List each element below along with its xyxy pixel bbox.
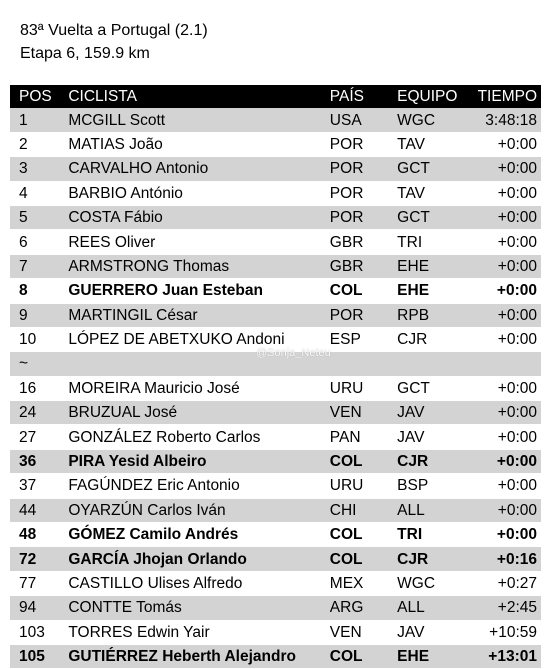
race-title: 83ª Vuelta a Portugal (2.1) [20,22,208,39]
cell-pos: 1 [10,108,68,132]
cell-rider: ARMSTRONG Thomas [68,254,329,278]
cell-team [394,352,466,376]
cell-rider: MARTINGIL César [68,303,329,327]
cell-pos: 16 [10,376,68,400]
cell-pos: 44 [10,498,68,522]
cell-pos: 24 [10,401,68,425]
cell-pos: 37 [10,474,68,498]
table-header-row [10,85,541,108]
cell-country: COL [330,644,394,668]
cell-country: VEN [330,401,394,425]
cell-country: VEN [330,620,394,644]
cell-time: +0:00 [467,376,541,400]
cell-pos: 5 [10,205,68,229]
cell-team: BSP [394,474,466,498]
cell-time: +0:27 [467,571,541,595]
cell-pos: 3 [10,157,68,181]
header-rider: CICLISTA [68,85,329,108]
cell-rider: OYARZÚN Carlos Iván [68,498,329,522]
table-row [10,644,541,668]
cell-team: CJR [394,449,466,473]
cell-time: 3:48:18 [467,108,541,132]
cell-country: PAN [330,425,394,449]
table-row [10,620,541,644]
header-time: TIEMPO [467,85,541,108]
cell-country: COL [330,547,394,571]
cell-team: EHE [394,644,466,668]
cell-country: USA [330,108,394,132]
cell-team: JAV [394,425,466,449]
cell-team: GCT [394,157,466,181]
cell-pos: 48 [10,523,68,547]
cell-time: +0:00 [467,157,541,181]
cell-team: CJR [394,547,466,571]
cell-rider: GARCÍA Jhojan Orlando [68,547,329,571]
cell-country: COL [330,523,394,547]
cell-pos: 2 [10,132,68,156]
cell-rider: FAGÚNDEZ Eric Antonio [68,474,329,498]
cell-team: WGC [394,571,466,595]
cell-time: +0:00 [467,401,541,425]
table-row [10,547,541,571]
cell-country: POR [330,132,394,156]
cell-country: POR [330,181,394,205]
cell-rider: PIRA Yesid Albeiro [68,449,329,473]
cell-rider: GUTIÉRREZ Heberth Alejandro [68,644,329,668]
cell-time: +0:00 [467,474,541,498]
cell-rider: GUERRERO Juan Esteban [68,279,329,303]
cell-team: GCT [394,205,466,229]
cell-time: +0:00 [467,425,541,449]
cell-pos: 94 [10,596,68,620]
header-pos: POS [10,85,68,108]
cell-country: GBR [330,230,394,254]
cell-team: RPB [394,303,466,327]
table-row [10,449,541,473]
cell-team: JAV [394,620,466,644]
cell-country: URU [330,376,394,400]
cell-rider: GONZÁLEZ Roberto Carlos [68,425,329,449]
table-row [10,571,541,595]
cell-rider: COSTA Fábio [68,205,329,229]
cell-pos: 36 [10,449,68,473]
cell-time: +0:00 [467,205,541,229]
table-row [10,205,541,229]
cell-team: WGC [394,108,466,132]
cell-pos: 8 [10,279,68,303]
table-row [10,596,541,620]
watermark: @Sonja_Neteu [256,347,331,359]
cell-time: +0:00 [467,254,541,278]
cell-time: +2:45 [467,596,541,620]
cell-country: GBR [330,254,394,278]
table-row [10,181,541,205]
cell-pos: 27 [10,425,68,449]
cell-team: TRI [394,230,466,254]
cell-rider: BARBIO António [68,181,329,205]
cell-country: ESP [330,327,394,351]
cell-rider: GÓMEZ Camilo Andrés [68,523,329,547]
cell-pos: 77 [10,571,68,595]
cell-rider: LÓPEZ DE ABETXUKO Andoni [68,327,329,351]
results-table [10,85,541,669]
cell-time: +0:16 [467,547,541,571]
table-row [10,401,541,425]
cell-country: POR [330,157,394,181]
cell-team: CJR [394,327,466,351]
cell-rider: MCGILL Scott [68,108,329,132]
cell-time [467,352,541,376]
cell-rider: CONTTE Tomás [68,596,329,620]
cell-pos: 4 [10,181,68,205]
cell-time: +0:00 [467,132,541,156]
cell-time: +0:00 [467,498,541,522]
page-title [20,19,208,65]
cell-rider: MATIAS João [68,132,329,156]
cell-country: COL [330,449,394,473]
table-row [10,303,541,327]
cell-country: ARG [330,596,394,620]
cell-time: +0:00 [467,230,541,254]
cell-time: +0:00 [467,279,541,303]
cell-country: CHI [330,498,394,522]
cell-team: TAV [394,132,466,156]
cell-country: POR [330,303,394,327]
cell-team: JAV [394,401,466,425]
cell-team: TAV [394,181,466,205]
cell-country: URU [330,474,394,498]
cell-rider: CASTILLO Ulises Alfredo [68,571,329,595]
stage-subtitle: Etapa 6, 159.9 km [20,45,150,62]
table-row [10,157,541,181]
cell-pos: 6 [10,230,68,254]
cell-time: +10:59 [467,620,541,644]
cell-rider: BRUZUAL José [68,401,329,425]
cell-team: TRI [394,523,466,547]
cell-country: COL [330,279,394,303]
header-team: EQUIPO [394,85,466,108]
cell-pos: 10 [10,327,68,351]
cell-team: GCT [394,376,466,400]
cell-rider: CARVALHO Antonio [68,157,329,181]
cell-team: EHE [394,254,466,278]
cell-time: +0:00 [467,181,541,205]
cell-rider: TORRES Edwin Yair [68,620,329,644]
cell-team: EHE [394,279,466,303]
table-row [10,425,541,449]
table-row [10,498,541,522]
cell-time: +0:00 [467,303,541,327]
cell-team: ALL [394,498,466,522]
cell-time: +0:00 [467,327,541,351]
table-row [10,474,541,498]
cell-rider: MOREIRA Mauricio José [68,376,329,400]
table-row [10,132,541,156]
cell-pos: 9 [10,303,68,327]
cell-pos: 103 [10,620,68,644]
cell-pos: ~ [10,352,68,376]
table-row [10,523,541,547]
cell-country [330,352,394,376]
cell-pos: 72 [10,547,68,571]
cell-team: ALL [394,596,466,620]
cell-country: MEX [330,571,394,595]
cell-country: POR [330,205,394,229]
table-row [10,230,541,254]
cell-time: +13:01 [467,644,541,668]
cell-time: +0:00 [467,523,541,547]
table-row [10,376,541,400]
table-row [10,254,541,278]
cell-pos: 105 [10,644,68,668]
results-body [10,108,541,668]
cell-pos: 7 [10,254,68,278]
table-row [10,108,541,132]
header-country: PAÍS [330,85,394,108]
table-row [10,279,541,303]
cell-time: +0:00 [467,449,541,473]
cell-rider: REES Oliver [68,230,329,254]
